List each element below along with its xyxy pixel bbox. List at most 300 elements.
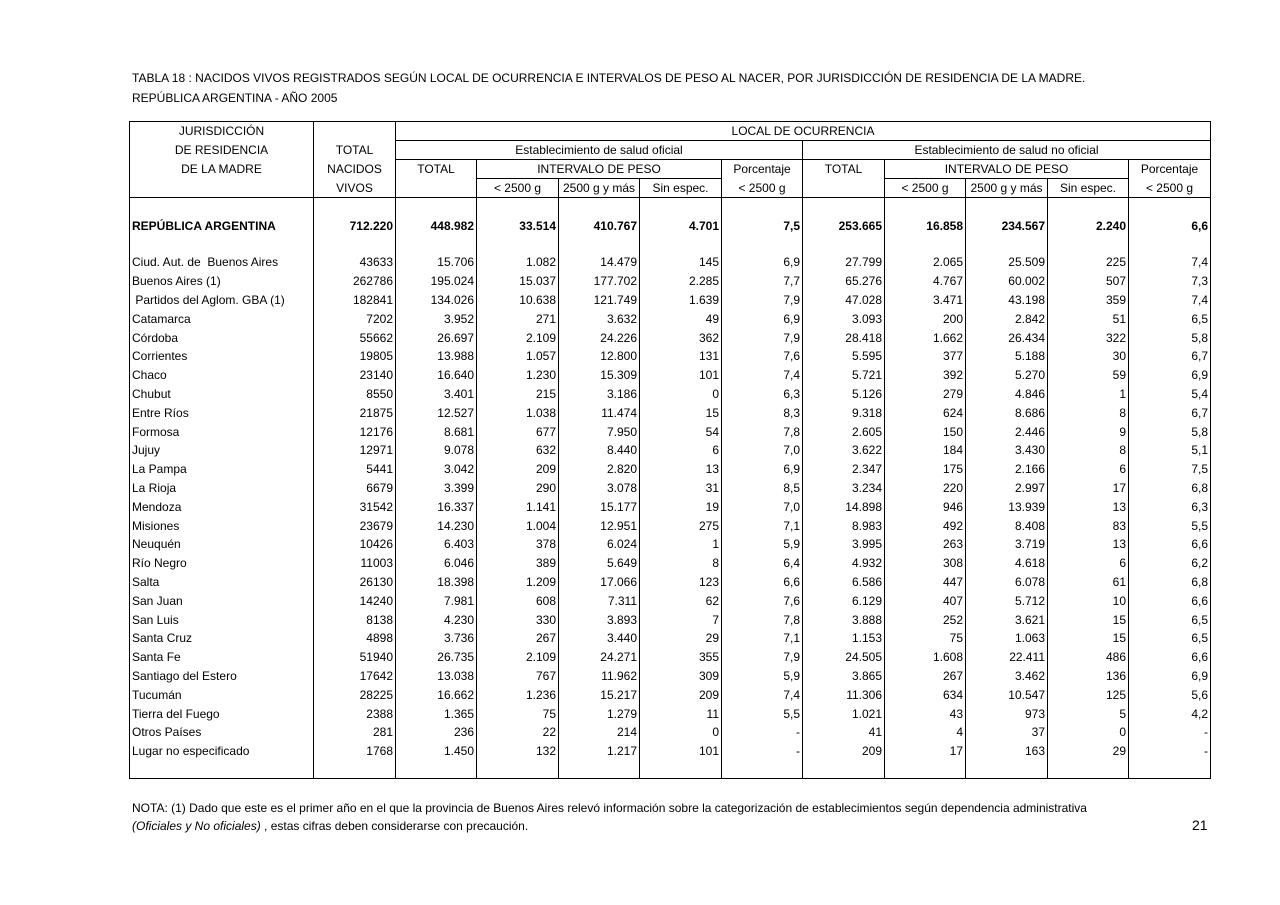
table-row [130,328,1211,347]
cell: 253.665 [803,216,885,235]
cell: 2.240 [1048,216,1129,235]
cell: 3.401 [396,385,477,404]
cell: 3.719 [966,535,1048,554]
header-no-oficial-sinesp: Sin espec. [1048,179,1129,198]
header-total-1: TOTAL [314,141,396,160]
cell: 5.712 [966,591,1048,610]
cell: 131 [640,347,722,366]
cell: 13 [640,460,722,479]
cell: 51940 [314,648,396,667]
header-no-oficial-porcentaje: Porcentaje [1140,162,1199,177]
cell: 236 [396,723,477,742]
cell: 1.365 [396,704,477,723]
cell: 8.686 [966,403,1048,422]
cell: 7,3 [1191,274,1208,289]
cell: 19805 [314,347,396,366]
cell: 15.037 [477,272,559,291]
cell: 3.440 [559,629,640,648]
table-row [130,667,1211,686]
table-row [130,516,1211,535]
cell: 355 [640,648,722,667]
cell: 12.951 [559,516,640,535]
table-row [130,554,1211,573]
cell: 447 [885,573,966,592]
cell: 4.230 [396,610,477,629]
cell: 8.681 [396,422,477,441]
cell: 6,2 [1191,556,1208,571]
row-label: Santa Fe [130,648,314,667]
row-label: Río Negro [130,554,314,573]
table-row [130,460,1211,479]
cell: 26130 [314,573,396,592]
cell: 125 [1048,685,1129,704]
cell: 6.403 [396,535,477,554]
header-no-oficial-ge2500: 2500 g y más [966,179,1048,198]
row-label: Mendoza [130,497,314,516]
cell: 9 [1048,422,1129,441]
cell: 24.226 [559,328,640,347]
cell: 1.141 [477,497,559,516]
cell: 1.662 [885,328,966,347]
cell: 14240 [314,591,396,610]
cell: 3.893 [559,610,640,629]
cell: 16.337 [396,497,477,516]
cell: 6,3 [1191,499,1208,514]
cell: 1.236 [477,685,559,704]
cell: 308 [885,554,966,573]
table-row [130,573,1211,592]
cell: 49 [640,309,722,328]
cell: 31542 [314,497,396,516]
cell: 3.865 [803,667,885,686]
table-row [130,441,1211,460]
cell: 150 [885,422,966,441]
cell: 11 [640,704,722,723]
cell: 182841 [314,291,396,310]
cell: 3.078 [559,479,640,498]
cell: 2.446 [966,422,1048,441]
cell: 7.950 [559,422,640,441]
cell: 322 [1048,328,1129,347]
cell: 10 [1048,591,1129,610]
cell: 2388 [314,704,396,723]
cell: 309 [640,667,722,686]
table-row [130,403,1211,422]
cell: 5,9 [722,535,803,554]
data-table [129,121,1211,779]
cell: 377 [885,347,966,366]
row-label: Lugar no especificado [130,742,314,761]
cell: 7,7 [722,272,803,291]
cell: 5,4 [1191,386,1208,401]
cell: 378 [477,535,559,554]
cell: 8 [1048,441,1129,460]
row-label: La Rioja [130,479,314,498]
cell: 4.846 [966,385,1048,404]
cell: 23679 [314,516,396,535]
cell: 7,4 [722,685,803,704]
footnote-italic: (Oficiales y No oficiales) [132,819,261,833]
cell: 33.514 [477,216,559,235]
cell: 101 [640,742,722,761]
cell: 15 [1048,629,1129,648]
cell: 83 [1048,516,1129,535]
cell: 8,3 [722,403,803,422]
cell: 4,2 [1191,706,1208,721]
cell: 18.398 [396,573,477,592]
cell: 0 [640,723,722,742]
table-row [130,685,1211,704]
cell: 5441 [314,460,396,479]
cell: 10.547 [966,685,1048,704]
cell: 8 [1048,403,1129,422]
row-label: Partidos del Aglom. GBA (1) [130,291,314,310]
cell: 17 [885,742,966,761]
cell: - [1204,744,1208,759]
cell: 6,7 [1191,405,1208,420]
cell: 677 [477,422,559,441]
cell: 2.109 [477,648,559,667]
cell: 6,9 [1191,668,1208,683]
table-row [130,272,1211,291]
cell: 2.820 [559,460,640,479]
cell: 9.318 [803,403,885,422]
footnote-line-1: NOTA: (1) Dado que este es el primer año en el que la provincia de Buenos Aires relevó información sobre la categorización de establecimientos según dependencia administrativa [132,801,1087,815]
cell: 1.209 [477,573,559,592]
cell: - [722,742,803,761]
cell: 3.462 [966,667,1048,686]
cell: 624 [885,403,966,422]
row-label: Chubut [130,385,314,404]
cell: 22.411 [966,648,1048,667]
cell: 4.618 [966,554,1048,573]
cell: 15 [640,403,722,422]
cell: 134.026 [396,291,477,310]
cell: 12.800 [559,347,640,366]
cell: 1.608 [885,648,966,667]
row-label: Ciud. Aut. de Buenos Aires [130,253,314,272]
row-label: Entre Ríos [130,403,314,422]
header-jurisdiccion-3: DE LA MADRE [130,160,314,179]
cell: 28.418 [803,328,885,347]
cell: 3.632 [559,309,640,328]
cell: 2.065 [885,253,966,272]
row-label: Formosa [130,422,314,441]
cell: 14.230 [396,516,477,535]
cell: 4898 [314,629,396,648]
cell: 25.509 [966,253,1048,272]
cell: 163 [966,742,1048,761]
cell: 634 [885,685,966,704]
cell: 5.126 [803,385,885,404]
cell: 10.638 [477,291,559,310]
table-row [130,291,1211,310]
cell: 29 [640,629,722,648]
table-row [130,479,1211,498]
header-no-oficial-pct-lt2500: < 2500 g [1129,179,1211,198]
cell: 7 [640,610,722,629]
table-header [130,122,1211,198]
cell: 6,6 [722,573,803,592]
cell: 6.586 [803,573,885,592]
cell: 3.093 [803,309,885,328]
cell: 3.952 [396,309,477,328]
header-oficial-ge2500: 2500 g y más [559,179,640,198]
cell: 7,8 [722,610,803,629]
cell: 8138 [314,610,396,629]
cell: 14.898 [803,497,885,516]
cell: 3.471 [885,291,966,310]
cell: 5.595 [803,347,885,366]
cell: 5.270 [966,366,1048,385]
cell: 3.621 [966,610,1048,629]
cell: 54 [640,422,722,441]
row-label: Buenos Aires (1) [130,272,314,291]
cell: 7,5 [1191,462,1208,477]
cell: 5.649 [559,554,640,573]
cell: 8.983 [803,516,885,535]
table-row [130,723,1211,742]
cell: 43633 [314,253,396,272]
table-row [130,309,1211,328]
header-oficial-pct-lt2500: < 2500 g [722,179,803,198]
cell: 8550 [314,385,396,404]
cell: 10426 [314,535,396,554]
cell: 1 [1048,385,1129,404]
cell: 29 [1048,742,1129,761]
cell: 290 [477,479,559,498]
cell: 946 [885,497,966,516]
cell: 267 [477,629,559,648]
cell: 7,8 [722,422,803,441]
cell: 1.217 [559,742,640,761]
cell: 7,0 [722,441,803,460]
cell: 7,9 [722,291,803,310]
cell: 11.306 [803,685,885,704]
cell: 6.024 [559,535,640,554]
cell: 5,8 [1191,424,1208,439]
cell: 6,5 [1191,631,1208,646]
row-label: Salta [130,573,314,592]
cell: 6.078 [966,573,1048,592]
cell: 7,4 [722,366,803,385]
header-oficial-porcentaje: Porcentaje [722,160,803,179]
cell: 5,8 [1191,330,1208,345]
cell: 15.706 [396,253,477,272]
cell: 712.220 [314,216,396,235]
header-no-oficial-lt2500: < 2500 g [885,179,966,198]
cell: 4.701 [640,216,722,235]
cell: 21875 [314,403,396,422]
cell: 13 [1048,535,1129,554]
cell: 16.662 [396,685,477,704]
cell: - [722,723,803,742]
cell: 16.640 [396,366,477,385]
cell: 2.605 [803,422,885,441]
cell: 0 [640,385,722,404]
cell: 55662 [314,328,396,347]
table-row [130,610,1211,629]
cell: 8.408 [966,516,1048,535]
cell: 12176 [314,422,396,441]
cell: 767 [477,667,559,686]
cell: 7,9 [722,328,803,347]
row-label: Catamarca [130,309,314,328]
cell: 7,9 [722,648,803,667]
cell: 27.799 [803,253,885,272]
cell: 410.767 [559,216,640,235]
title-line-1: TABLA 18 : NACIDOS VIVOS REGISTRADOS SEGÚN LOCAL DE OCURRENCIA E INTERVALOS DE PESO AL NACER, POR JURISDICCIÓN DE RESIDENCIA DE LA MADRE. [132,71,1086,85]
cell: 263 [885,535,966,554]
cell: 4.932 [803,554,885,573]
row-label: Neuquén [130,535,314,554]
cell: 4 [885,723,966,742]
cell: 17.066 [559,573,640,592]
cell: 15.177 [559,497,640,516]
header-jurisdiccion-2: DE RESIDENCIA [130,141,314,160]
cell: 8,5 [722,479,803,498]
cell: 362 [640,328,722,347]
cell: 22 [477,723,559,742]
cell: 200 [885,309,966,328]
cell: 632 [477,441,559,460]
cell: 392 [885,366,966,385]
header-jurisdiccion-1: JURISDICCIÓN [130,122,314,141]
row-label: Misiones [130,516,314,535]
cell: 389 [477,554,559,573]
header-oficial-total: TOTAL [396,160,477,179]
cell: 7202 [314,309,396,328]
cell: 12.527 [396,403,477,422]
row-label: Santiago del Estero [130,667,314,686]
cell: 101 [640,366,722,385]
table-row [130,742,1211,761]
cell: 61 [1048,573,1129,592]
cell: 1.639 [640,291,722,310]
cell: 15.309 [559,366,640,385]
footnote-rest: , estas cifras deben considerarse con precaución. [260,819,529,833]
cell: 5,9 [722,667,803,686]
footnote-line-2 [132,817,1087,835]
table-row [130,347,1211,366]
cell: 6,9 [722,253,803,272]
cell: 5.721 [803,366,885,385]
table-row [130,535,1211,554]
cell: 267 [885,667,966,686]
cell: 7,4 [1191,255,1208,270]
cell: 11003 [314,554,396,573]
cell: 492 [885,516,966,535]
cell: 30 [1048,347,1129,366]
cell: 13 [1048,497,1129,516]
table-row [130,629,1211,648]
cell: 225 [1048,253,1129,272]
cell: 195.024 [396,272,477,291]
table-row [130,497,1211,516]
cell: 281 [314,723,396,742]
cell: 6 [640,441,722,460]
cell: 59 [1048,366,1129,385]
cell: 3.736 [396,629,477,648]
cell: 1.057 [477,347,559,366]
cell: 26.434 [966,328,1048,347]
cell: 12971 [314,441,396,460]
cell: 6,6 [1191,593,1208,608]
footnote [132,799,1087,835]
cell: 6,7 [1191,349,1208,364]
cell: 60.002 [966,272,1048,291]
cell: 2.109 [477,328,559,347]
cell: 28225 [314,685,396,704]
cell: 31 [640,479,722,498]
cell: 262786 [314,272,396,291]
cell: 6,5 [1191,311,1208,326]
row-label: Córdoba [130,328,314,347]
cell: 19 [640,497,722,516]
cell: 7,1 [722,516,803,535]
cell: 75 [477,704,559,723]
cell: 5,6 [1191,687,1208,702]
table-row [130,366,1211,385]
cell: 1.021 [803,704,885,723]
cell: 3.995 [803,535,885,554]
cell: 5 [1048,704,1129,723]
cell: 1.153 [803,629,885,648]
cell: 3.622 [803,441,885,460]
cell: 252 [885,610,966,629]
cell: 2.347 [803,460,885,479]
row-label: Otros Países [130,723,314,742]
cell: 6,9 [722,309,803,328]
cell: 6,3 [722,385,803,404]
table-row [130,648,1211,667]
cell: 6.046 [396,554,477,573]
cell: 3.186 [559,385,640,404]
cell: 6 [1048,460,1129,479]
cell: 62 [640,591,722,610]
cell: 209 [477,460,559,479]
summary-row [130,216,1211,235]
cell: 507 [1048,272,1129,291]
cell: 26.697 [396,328,477,347]
row-label: Chaco [130,366,314,385]
cell: 3.234 [803,479,885,498]
table-row [130,422,1211,441]
cell: 175 [885,460,966,479]
cell: 6 [1048,554,1129,573]
cell: 23140 [314,366,396,385]
cell: 608 [477,591,559,610]
table-title [132,68,1085,108]
cell: 271 [477,309,559,328]
cell: 7,4 [1191,292,1208,307]
cell: 220 [885,479,966,498]
table-row [130,591,1211,610]
row-label: Tucumán [130,685,314,704]
cell: 1.038 [477,403,559,422]
cell: 6,6 [1191,537,1208,552]
cell: 1.279 [559,704,640,723]
cell: 6,9 [1191,368,1208,383]
cell: 24.505 [803,648,885,667]
table-body [130,198,1211,779]
cell: 123 [640,573,722,592]
header-total-2: NACIDOS [314,160,396,179]
cell: 7,5 [722,216,803,235]
cell: 51 [1048,309,1129,328]
row-label: Corrientes [130,347,314,366]
cell: 5.188 [966,347,1048,366]
